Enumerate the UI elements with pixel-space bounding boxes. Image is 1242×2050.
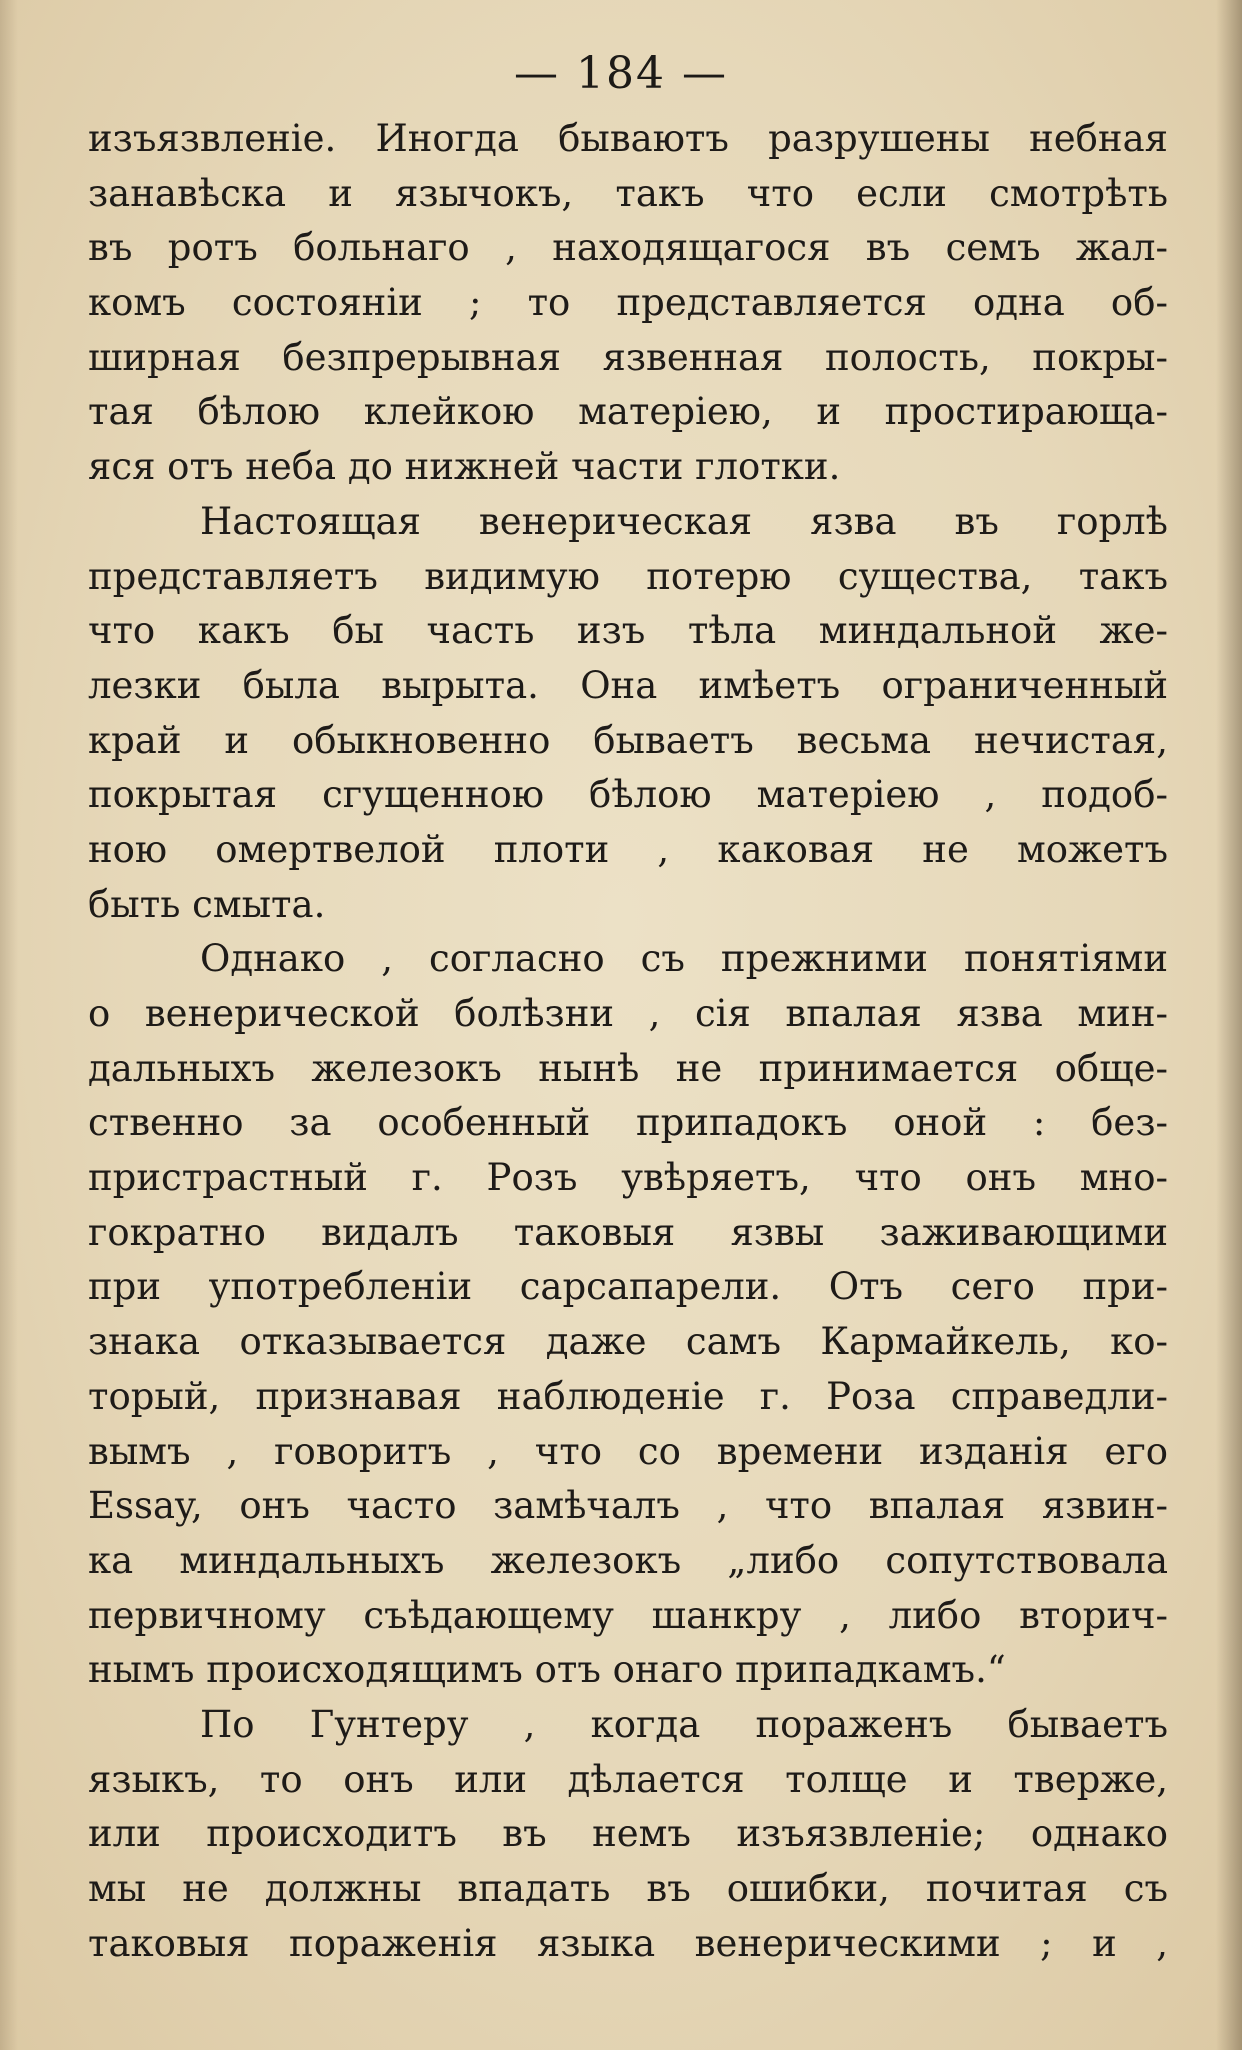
- page-edge-shadow: [1216, 0, 1242, 2050]
- text-line: По Гунтеру , когда пораженъ бываетъ: [200, 1702, 1168, 1746]
- text-line: или происходитъ въ немъ изъязвленіе; однако: [88, 1812, 1168, 1856]
- text-line: языкъ, то онъ или дѣлается толще и тверже,: [88, 1757, 1168, 1801]
- text-line: край и обыкновенно бываетъ весьма нечистая,: [88, 718, 1168, 762]
- text-line: тая бѣлою клейкою матеріею, и простирающа-: [88, 390, 1168, 434]
- text-line: знака отказывается даже самъ Кармайкель, ко-: [88, 1320, 1168, 1364]
- text-line: быть смыта.: [88, 882, 326, 926]
- text-line: пристрастный г. Розъ увѣряетъ, что онъ мно-: [88, 1156, 1168, 1200]
- text-line: ка миндальныхъ железокъ „либо сопутствовала: [88, 1538, 1168, 1582]
- text-line: представляетъ видимую потерю существа, такъ: [88, 554, 1168, 598]
- text-line: яся отъ неба до нижней части глотки.: [88, 445, 841, 489]
- text-line: Настоящая венерическая язва въ горлѣ: [200, 499, 1168, 543]
- text-line: ственно за особенный припадокъ оной : без-: [88, 1101, 1168, 1145]
- text-line: о венерической болѣзни , сія впалая язва мин-: [88, 992, 1168, 1035]
- text-line: при употребленіи сарсапарели. Отъ сего при-: [88, 1265, 1168, 1309]
- text-line: изъязвленіе. Иногда бываютъ разрушены небная: [88, 117, 1168, 160]
- body-text: [88, 112, 1168, 1971]
- text-line: таковыя пораженія языка венерическими ; и ,: [88, 1921, 1168, 1965]
- text-line: ширная безпрерывная язвенная полость, покры-: [88, 335, 1168, 379]
- text-line: нымъ происходящимъ отъ онаго припадкамъ.“: [88, 1648, 1006, 1692]
- text-line: Однако , согласно съ прежними понятіями: [200, 937, 1168, 981]
- text-line: дальныхъ железокъ нынѣ не принимается обще-: [88, 1046, 1168, 1090]
- page-left-shadow: [0, 0, 18, 2050]
- text-line: занавѣска и язычокъ, такъ что если смотрѣть: [88, 171, 1168, 215]
- text-line: вымъ , говоритъ , что со времени изданія его: [88, 1429, 1168, 1473]
- page-number: — 184 —: [514, 48, 728, 99]
- text-line: покрытая сгущенною бѣлою матеріею , подоб-: [88, 773, 1168, 817]
- text-line: гократно видалъ таковыя язвы заживающими: [88, 1210, 1168, 1254]
- text-line: мы не должны впадать въ ошибки, почитая съ: [88, 1867, 1168, 1910]
- text-line: ною омертвелой плоти , каковая не можетъ: [88, 827, 1168, 871]
- text-line: Essay, онъ часто замѣчалъ , что впалая язвин-: [88, 1484, 1168, 1528]
- text-line: въ ротъ больнаго , находящагося въ семъ жал-: [88, 226, 1168, 270]
- text-line: первичному съѣдающему шанкру , либо вторич-: [88, 1593, 1168, 1637]
- text-line: лезки была вырыта. Она имѣетъ ограниченный: [88, 663, 1168, 707]
- text-line: торый, признавая наблюденіе г. Роза справедли-: [88, 1374, 1168, 1418]
- text-line: комъ состояніи ; то представляется одна об-: [88, 281, 1168, 325]
- text-line: что какъ бы часть изъ тѣла миндальной же-: [88, 609, 1168, 653]
